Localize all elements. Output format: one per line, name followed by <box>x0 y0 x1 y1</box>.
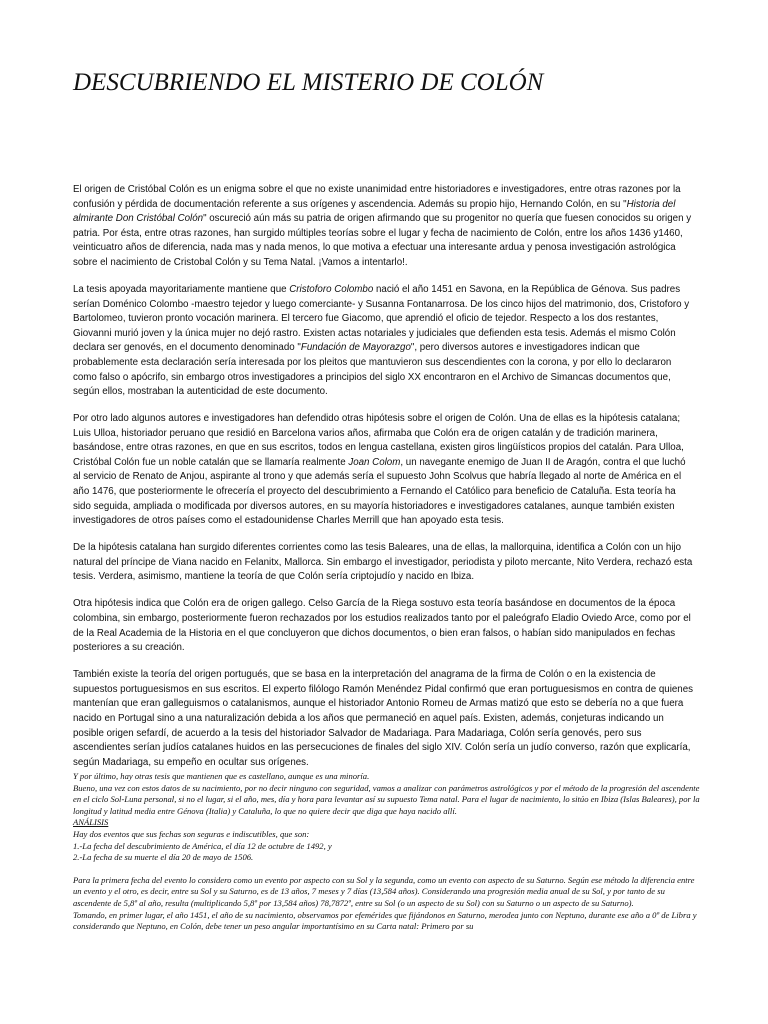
paragraph-text: " oscureció aún más su patria de origen afirmando que su progenitor no quería que fuesen conocidos su origen y patria. Por ésta, entre otras razones, han surgido múltiples teorías sobre el lugar y fecha de nacimiento de Colón, entre los años 1436 y1460, veinticuatro años de diferencia, nada mas y nada menos, lo que motiva a efectuar una interesante ardua y penosa investigación astrológica sobre el nacimiento de Cristobal Colón y su Tema Natal. ¡Vamos a intentarlo!. <box>73 213 692 268</box>
paragraph-text: nació el año 1451 en Savona, en la República de Génova. Sus padres serían Doménico Colombo -maestro tejedor y luego comerciante- y Susanna Fontanarrosa. De los cinco hijos del matrimonio, dos, Cristoforo y Bartolomeo, tuvieron pronto vocación marinera. El tercero fue Giacomo, que aprendió el oficio de tejedor. Respecto a los dos restantes, Giovanni murió joven y la única mujer no dejó rastro. Existen actas notariales y judiciales que defienden esta tesis. Además el mismo Colón declara ser genovés, en el documento denominado " <box>73 283 690 354</box>
paragraph-portuguese-thesis: También existe la teoría del origen portugués, que se basa en la interpretación del anagrama de la firma de Colón o en la existencia de supuestos portuguesismos en sus escritos. El experto filólogo Ramón Menéndez Pidal confirmó que eran portuguesismos en contra de quienes mantenían que eran galleguismos o catalanismos, aunque el historiador Antonio Romeu de Armas matizó que esto se debería no a que fuera nacido en Portugal sino a una naturalización debida a los años que permaneció en aquel país. Existen, además, conjeturas indicando un posible origen sefardí, de acuerdo a la tesis del historiador Salvador de Madariaga. Para Madariaga, Colón sería genovés, pero sus ascendientes serían judíos catalanes huidos en las persecuciones de finales del siglo XIV. Colón sería un judío converso, razón que explicaría, según Madariaga, su empeño en ocultar sus orígenes. <box>73 669 694 768</box>
paragraph-text: , un navegante enemigo de Juan II de Aragón, contra el que luchó al servicio de Renato de Anjou, aspirante al trono y que además sería el supuesto John Scolvus que habría llegado al norte de América en el año 1476, que posteriormente le ofrecería el proyecto del descubrimiento a Fernando el Católico para beneficio de Cataluña. Esta teoría ha sido seguida, ampliada o modificada por diversos autores, en su mayoría historiadores e investigadores catalanes, aunque también existen investigadores de otros países como el estadounidense Charles Merrill que han apoyado esta tesis. <box>73 456 686 527</box>
note-1451: Tomando, en primer lugar, el año 1451, el año de su nacimiento, observamos por efemérides que fijándonos en Saturno, merodea junto con Neptuno, durante ese año a 0º de Libra y considerando que Neptuno, en Colón, debe tener un peso angular importantísimo en su Carta natal: Primero por su <box>73 909 697 932</box>
analysis-heading: ANÁLISIS <box>73 817 109 828</box>
paragraph-text: ", pero diversos autores e investigadores indican que probablemente esta declaración sería interesada por los pleitos que mantuvieron sus descendientes con la corona, y por ello lo declararon como falso o apócrifo, sin embargo otros investigadores a principios del siglo XX encontraron en el Archivo de Simancas documentos que, según ellos, mostraban la autenticidad de este documento. <box>73 342 672 398</box>
paragraph-balearic-thesis: De la hipótesis catalana han surgido diferentes corrientes como las tesis Baleares, una de ellas, la mallorquina, identifica a Colón con un hijo natural del príncipe de Viana nacido en Felanitx, Mallorca. Sin embargo el investigador, periodista y piloto mercante, Nito Verdera, rechazó esta tesis. Verdera, asimismo, mantiene la teoría de que Colón sería criptojudío y nacido en Ibiza. <box>73 542 693 583</box>
analysis-notes <box>73 771 703 933</box>
book-title: Historia del almirante Don Cristóbal Colón <box>73 198 676 225</box>
name-emphasis: Joan Colom <box>348 456 401 468</box>
note-event-2: 2.-La fecha de su muerte el día 20 de mayo de 1506. <box>73 852 254 863</box>
name-emphasis: Cristoforo Colombo <box>289 283 374 295</box>
paragraph-origin <box>73 183 695 271</box>
document-title: DESCUBRIENDO EL MISTERIO DE COLÓN <box>73 69 544 96</box>
note-progression: Para la primera fecha del evento lo considero como un evento por aspecto con su Sol y la segunda, como un evento con aspecto de su Saturno. Según ese método la diferencia entre un evento y el otro, es decir, entre su Sol y su Saturno, es de 13 años, 7 meses y 7 días (13,584 años). Considerando una progresión media anual de su Sol, y por tanto de su ascendente de 5,8º al año, resulta (multiplicando 5,8º por 13,584 años) 78,7872º, entre su Sol (o un aspecto de su Sol) con su Saturno o un aspecto de su Saturno). <box>73 874 695 908</box>
note-castilian: Y por último, hay otras tesis que mantienen que es castellano, aunque es una minoría. <box>73 771 370 781</box>
paragraph-text: Por otro lado algunos autores e investigadores han defendido otras hipótesis sobre el origen de Colón. Una de ellas es la hipótesis catalana; Luis Ulloa, historiador peruano que residió en Barcelona varios años, afirmaba que Colón era de origen catalán y de tradición marinera, basándose, entre otras razones, en que en sus escritos, todos en lengua castellana, existen giros lingüísticos propios del catalán. Para Ulloa, Cristóbal Colón fue un noble catalán que se llamaría realmente <box>73 413 684 468</box>
paragraph-catalan-thesis <box>73 412 695 529</box>
note-event-1: 1.-La fecha del descubrimiento de América, el día 12 de octubre de 1492, y <box>73 840 332 851</box>
document-body <box>73 183 695 783</box>
note-method: Bueno, una vez con estos datos de su nacimiento, por no decir ninguno con seguridad, vamos a analizar con parámetros astrológicos y por el método de la progresión del ascendente en el ciclo Sol-Luna personal, si no el lugar, si el año, mes, día y hora para levantar así su supuesto Tema natal. Para el lugar de nacimiento, lo sitúo en Ibiza (Islas Baleares), por la longitud y latitud media entre Génova (Italia) y Cataluña, lo que no quiere decir que diga que haya nacido allí. <box>73 782 700 816</box>
document-name-emphasis: Fundación de Mayorazgo <box>300 342 411 354</box>
paragraph-text: El origen de Cristóbal Colón es un enigma sobre el que no existe unanimidad entre historiadores e investigadores, entre otras razones por la confusión y pérdida de documentación referente a sus orígenes y ascendencia. Además su propio hijo, Hernando Colón, en su " <box>73 184 681 210</box>
paragraph-galician-thesis: Otra hipótesis indica que Colón era de origen gallego. Celso García de la Riega sostuvo esta teoría basándose en documentos de la época colombina, sin embargo, posteriormente fueron rechazados por los estudios realizados tanto por el paleógrafo Eladio Oviedo Arce, como por el de la Real Academia de la Historia en el que concluyeron que dichos documentos, o bien eran falsos, o habían sido manipulados en fechas posteriores a su creación. <box>73 598 691 654</box>
paragraph-genoese-thesis <box>73 283 695 400</box>
paragraph-text: La tesis apoyada mayoritariamente mantiene que <box>73 283 290 295</box>
note-events-intro: Hay dos eventos que sus fechas son seguras e indiscutibles, que son: <box>73 828 310 839</box>
